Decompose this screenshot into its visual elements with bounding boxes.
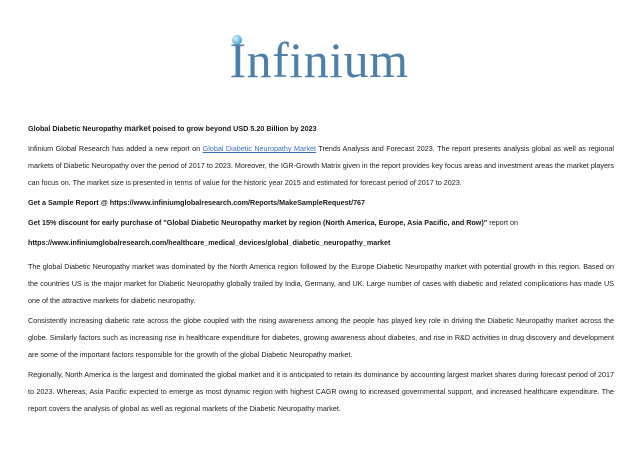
intro-post: Trends Analysis and Forecast 2023. The report presents analysis global as well as regional markets of Diabetic Neuropathy over the period of 2017 to 2023. Moreover, the IGR-Growth Matrix given in the report provides key focus areas and investment areas the market players can focus on. The market size is presented in terms of value for the historic year 2015 and estimated for forecast period of 2017 to 2023. xyxy=(28,144,614,187)
intro-pre: Infinium Global Research has added a new report on xyxy=(28,144,203,153)
discount-suffix: report on xyxy=(487,218,518,227)
discount-link[interactable]: https://www.infiniumglobalresearch.com/healthcare_medical_devices/global_diabetic_neuropathy_market xyxy=(28,238,391,247)
market-paragraph-3: Regionally, North America is the largest and dominated the global market and it is anticipated to retain its dominance by accounting largest market shares during forecast period of 2017 to 2023. Whereas, Asia Pacific expected to emerge as most dynamic region with highest CAGR owing to increased governmental support, and increased healthcare expenditure. The report covers the analysis of global as well as regional markets of the Diabetic Neuropathy market. xyxy=(28,370,614,413)
intro-paragraph xyxy=(28,140,614,191)
sample-label: Get a Sample Report @ xyxy=(28,198,110,207)
market-paragraph-2: Consistently increasing diabetic rate across the globe coupled with the rising awareness among the people has played key role in driving the Diabetic Neuropathy market across the globe. Similarly factors such as increasing rise in healthcare expenditure for diabetes, growing awareness about diabetes, and rise in R&D activities in drug discovery and development are some of the important factors responsible for the growth of the global Diabetic Neuropathy market. xyxy=(28,316,614,359)
discount-url-line xyxy=(28,234,614,251)
headline-post: poised to grow beyond USD 5.20 Billion by 2023 xyxy=(150,124,317,133)
sample-report-link[interactable]: https://www.infiniumglobalresearch.com/Reports/MakeSampleRequest/767 xyxy=(109,198,366,207)
company-logo: Infinium xyxy=(229,32,409,88)
report-link[interactable]: Global Diabetic Neuropathy Market xyxy=(202,144,316,153)
headline xyxy=(28,120,614,137)
headline-pre: Global Diabetic Neuropathy xyxy=(28,124,125,133)
article-body xyxy=(28,120,614,417)
headline-market: market xyxy=(124,124,151,133)
discount-text: Get 15% discount for early purchase of "Global Diabetic Neuropathy market by region (North America, Europe, Asia Pacific, and Row)" xyxy=(28,218,488,227)
discount-line xyxy=(28,214,614,231)
market-paragraph-1: The global Diabetic Neuropathy market was dominated by the North America region followed by the Europe Diabetic Neuropathy market with potential growth in this region. Based on the countries US is the major market for Diabetic Neuropathy globally trailed by India, Germany, and UK. Large number of cases with diabetic and related complications has made US one of the attractive markets for diabetic neuropathy. xyxy=(28,262,614,305)
sample-report-line xyxy=(28,194,614,211)
